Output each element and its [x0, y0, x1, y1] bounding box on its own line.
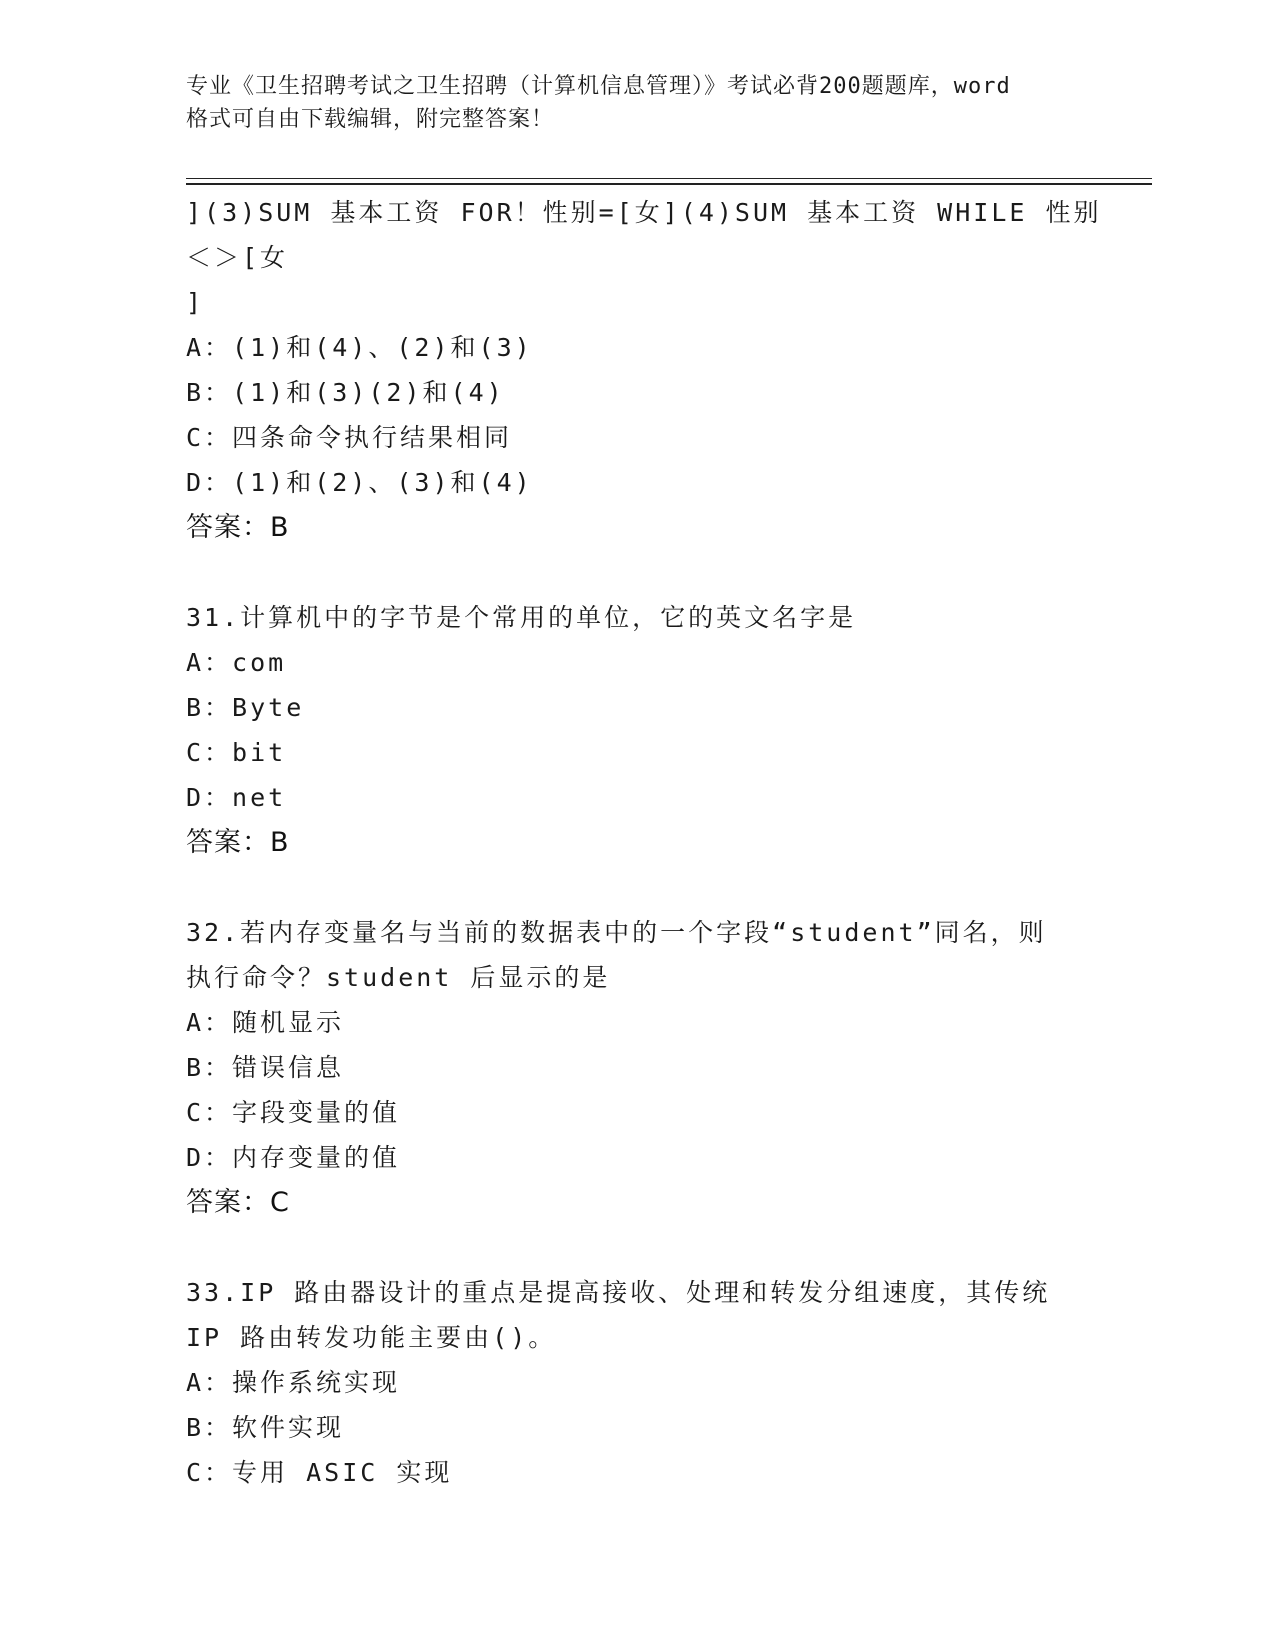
- option-c: C：字段变量的值: [186, 1098, 401, 1127]
- spacer: [186, 550, 1106, 595]
- question-continuation: [186, 190, 1106, 550]
- option-b: B：错误信息: [186, 1053, 345, 1082]
- header-line-2: 格式可自由下载编辑，附完整答案！: [186, 107, 555, 132]
- header-line-1: 专业《卫生招聘考试之卫生招聘（计算机信息管理）》考试必背200题题库，word: [186, 74, 1011, 99]
- question-stem-line: 执行命令？student 后显示的是: [186, 963, 611, 992]
- answer-label: 答案：B: [186, 827, 290, 858]
- option-c: C：专用 ASIC 实现: [186, 1458, 453, 1487]
- answer-label: 答案：C: [186, 1187, 290, 1218]
- option-a: A：com: [186, 648, 287, 677]
- option-b: B：(1)和(3)(2)和(4): [186, 378, 505, 407]
- question-stem-line: ]: [186, 288, 205, 317]
- question-33: [186, 1270, 1106, 1495]
- question-31: [186, 595, 1106, 865]
- option-d: D：内存变量的值: [186, 1143, 401, 1172]
- option-a: A：随机显示: [186, 1008, 345, 1037]
- question-stem-line: ](3)SUM 基本工资 FOR！性别=[女](4)SUM 基本工资 WHILE 性别＜＞[女: [186, 198, 1102, 272]
- option-a: A：(1)和(4)、(2)和(3): [186, 333, 533, 362]
- document-header: [186, 70, 1086, 136]
- option-c: C：bit: [186, 738, 287, 767]
- question-stem-line: 32.若内存变量名与当前的数据表中的一个字段“student”同名，则: [186, 918, 1047, 947]
- option-d: D：net: [186, 783, 287, 812]
- answer-label: 答案：B: [186, 512, 290, 543]
- option-c: C：四条命令执行结果相同: [186, 423, 513, 452]
- question-stem-line: 31.计算机中的字节是个常用的单位，它的英文名字是: [186, 603, 857, 632]
- option-b: B：Byte: [186, 693, 305, 722]
- question-stem-line: 33.IP 路由器设计的重点是提高接收、处理和转发分组速度，其传统: [186, 1278, 1051, 1307]
- spacer: [186, 865, 1106, 910]
- question-content: [186, 190, 1106, 1495]
- header-divider-thick: [186, 183, 1152, 185]
- option-d: D：(1)和(2)、(3)和(4): [186, 468, 533, 497]
- option-b: B：软件实现: [186, 1413, 345, 1442]
- question-stem-line: IP 路由转发功能主要由()。: [186, 1323, 557, 1352]
- header-divider-thin: [186, 178, 1152, 179]
- spacer: [186, 1225, 1106, 1270]
- question-32: [186, 910, 1106, 1225]
- option-a: A：操作系统实现: [186, 1368, 401, 1397]
